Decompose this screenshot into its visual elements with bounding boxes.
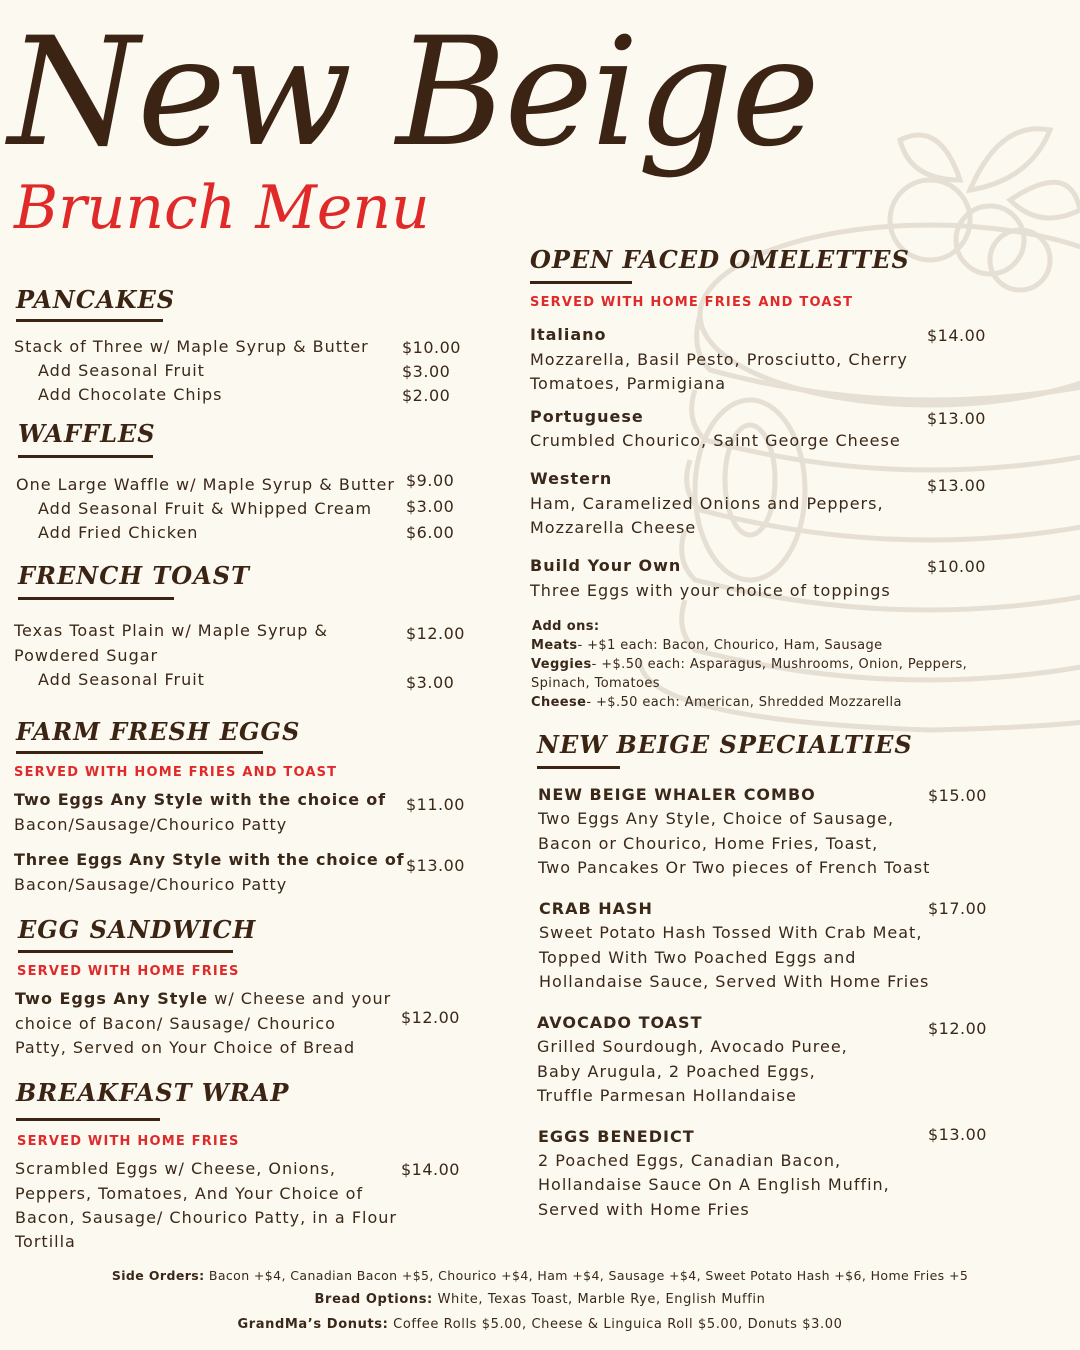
menu-item-name: Two Eggs Any Style with the choice of bbox=[14, 790, 386, 809]
menu-item-desc: w/ Cheese and your bbox=[208, 989, 392, 1008]
menu-item-desc: Two Pancakes Or Two pieces of French Toast bbox=[538, 858, 931, 877]
menu-item: Stack of Three w/ Maple Syrup & Butter bbox=[14, 337, 369, 356]
section-heading-pancakes: PANCAKES bbox=[16, 285, 176, 314]
section-divider bbox=[16, 319, 163, 322]
menu-item-desc: Baby Arugula, 2 Poached Eggs, bbox=[537, 1062, 816, 1081]
menu-subtitle: Brunch Menu bbox=[14, 173, 430, 243]
menu-price: $10.00 bbox=[402, 338, 461, 357]
menu-item-name: Build Your Own bbox=[530, 556, 682, 575]
menu-item-desc: choice of Bacon/ Sausage/ Chourico bbox=[15, 1014, 336, 1033]
menu-price: $13.00 bbox=[927, 409, 986, 428]
menu-item-desc: Three Eggs with your choice of toppings bbox=[530, 581, 891, 600]
menu-item-desc: Two Eggs Any Style, Choice of Sausage, bbox=[538, 809, 895, 828]
menu-item-name: NEW BEIGE WHALER COMBO bbox=[538, 785, 816, 804]
menu-item-desc: Bacon, Sausage/ Chourico Patty, in a Flour bbox=[15, 1208, 397, 1227]
menu-price: $12.00 bbox=[406, 624, 465, 643]
served-note: SERVED WITH HOME FRIES bbox=[17, 1134, 240, 1149]
served-note: SERVED WITH HOME FRIES AND TOAST bbox=[14, 765, 338, 780]
section-heading-french-toast: FRENCH TOAST bbox=[18, 561, 250, 590]
addons-cheese-label: Cheese bbox=[531, 695, 587, 710]
menu-price: $13.00 bbox=[927, 476, 986, 495]
section-heading-waffles: WAFFLES bbox=[18, 419, 156, 448]
section-divider bbox=[16, 751, 263, 754]
footer-label: GrandMa’s Donuts: bbox=[237, 1317, 389, 1332]
menu-item-desc: Hollandaise Sauce, Served With Home Fries bbox=[539, 972, 930, 991]
addons-meats-label: Meats bbox=[531, 638, 578, 653]
menu-item-desc: Bacon/Sausage/Chourico Patty bbox=[14, 875, 288, 894]
menu-item-desc: Mozzarella, Basil Pesto, Prosciutto, Cherry bbox=[530, 350, 908, 369]
menu-price: $15.00 bbox=[928, 786, 987, 805]
menu-price: $2.00 bbox=[402, 386, 451, 405]
menu-item-desc: Sweet Potato Hash Tossed With Crab Meat, bbox=[539, 923, 923, 942]
menu-item: Texas Toast Plain w/ Maple Syrup & bbox=[14, 621, 328, 640]
menu-item-name: Portuguese bbox=[530, 407, 644, 426]
menu-item: One Large Waffle w/ Maple Syrup & Butter bbox=[16, 475, 395, 494]
menu-item bbox=[15, 987, 391, 1011]
footer-side-orders bbox=[0, 1268, 1080, 1283]
menu-price: $14.00 bbox=[401, 1160, 460, 1179]
menu-item: Add Fried Chicken bbox=[38, 523, 199, 542]
menu-item-desc: Peppers, Tomatoes, And Your Choice of bbox=[15, 1184, 364, 1203]
footer-label: Bread Options: bbox=[314, 1292, 433, 1307]
section-heading-omelettes: OPEN FACED OMELETTES bbox=[530, 245, 910, 274]
section-divider bbox=[530, 281, 632, 284]
section-heading-egg-sandwich: EGG SANDWICH bbox=[18, 915, 257, 944]
addons-cheese bbox=[531, 693, 902, 712]
menu-item-desc: Patty, Served on Your Choice of Bread bbox=[15, 1038, 356, 1057]
menu-price: $13.00 bbox=[928, 1125, 987, 1144]
menu-price: $10.00 bbox=[927, 557, 986, 576]
served-note: SERVED WITH HOME FRIES AND TOAST bbox=[530, 295, 854, 310]
section-divider bbox=[537, 766, 620, 769]
menu-item-desc: Bacon or Chourico, Home Fries, Toast, bbox=[538, 834, 879, 853]
section-divider bbox=[18, 950, 233, 953]
addons-veggies-cont: Spinach, Tomatoes bbox=[531, 676, 660, 691]
section-heading-farm-fresh-eggs: FARM FRESH EGGS bbox=[16, 717, 301, 746]
footer-text: Bacon +$4, Canadian Bacon +$5, Chourico +$4, Ham +$4, Sausage +$4, Sweet Potato Hash +$6, Home Fries +5 bbox=[204, 1268, 969, 1283]
menu-price: $17.00 bbox=[928, 899, 987, 918]
section-divider bbox=[18, 597, 174, 600]
addons-cheese-text: - +$.50 each: American, Shredded Mozzarella bbox=[586, 695, 902, 710]
menu-item-name: Two Eggs Any Style bbox=[15, 989, 209, 1008]
menu-item: Add Chocolate Chips bbox=[38, 385, 223, 404]
menu-item: Add Seasonal Fruit bbox=[38, 361, 205, 380]
menu-price: $6.00 bbox=[406, 523, 455, 542]
menu-item-name: Western bbox=[530, 469, 613, 488]
addons-veggies-label: Veggies bbox=[531, 657, 592, 672]
menu-item-desc: 2 Poached Eggs, Canadian Bacon, bbox=[538, 1151, 842, 1170]
menu-item-desc: Tortilla bbox=[15, 1232, 76, 1251]
menu-item-desc: Scrambled Eggs w/ Cheese, Onions, bbox=[15, 1159, 336, 1178]
footer-text: Coffee Rolls $5.00, Cheese & Linguica Roll $5.00, Donuts $3.00 bbox=[388, 1317, 843, 1332]
section-divider bbox=[16, 1118, 160, 1121]
addons-veggies-text: - +$.50 each: Asparagus, Mushrooms, Onion, Peppers, bbox=[591, 657, 968, 672]
section-divider bbox=[18, 455, 153, 458]
footer-donuts bbox=[0, 1317, 1080, 1332]
addons-veggies bbox=[531, 655, 967, 674]
menu-price: $9.00 bbox=[406, 471, 455, 490]
menu-price: $3.00 bbox=[406, 497, 455, 516]
menu-item-desc: Crumbled Chourico, Saint George Cheese bbox=[530, 431, 901, 450]
menu-price: $3.00 bbox=[406, 673, 455, 692]
menu-price: $13.00 bbox=[406, 856, 465, 875]
served-note: SERVED WITH HOME FRIES bbox=[17, 964, 240, 979]
menu-item-name: Italiano bbox=[530, 325, 607, 344]
footer-label: Side Orders: bbox=[111, 1268, 205, 1283]
menu-item: Powdered Sugar bbox=[14, 646, 159, 665]
menu-item-desc: Ham, Caramelized Onions and Peppers, bbox=[530, 494, 884, 513]
menu-title: New Beige bbox=[8, 6, 818, 180]
menu-item-name: CRAB HASH bbox=[539, 899, 653, 918]
menu-item-desc: Grilled Sourdough, Avocado Puree, bbox=[537, 1037, 848, 1056]
menu-item-desc: Topped With Two Poached Eggs and bbox=[539, 948, 857, 967]
menu-item-desc: Tomatoes, Parmigiana bbox=[530, 374, 727, 393]
menu-item-name: AVOCADO TOAST bbox=[537, 1013, 703, 1032]
menu-item-name: Three Eggs Any Style with the choice of bbox=[14, 850, 405, 869]
menu-item: Add Seasonal Fruit bbox=[38, 670, 205, 689]
footer-text: White, Texas Toast, Marble Rye, English Muffin bbox=[432, 1292, 766, 1307]
menu-price: $14.00 bbox=[927, 326, 986, 345]
footer-bread-options bbox=[0, 1292, 1080, 1307]
addons-meats bbox=[531, 636, 883, 655]
menu-price: $12.00 bbox=[401, 1008, 460, 1027]
menu-price: $11.00 bbox=[406, 795, 465, 814]
addons-meats-text: - +$1 each: Bacon, Chourico, Ham, Sausage bbox=[577, 638, 883, 653]
addons-label: Add ons: bbox=[532, 619, 600, 634]
menu-item-desc: Bacon/Sausage/Chourico Patty bbox=[14, 815, 288, 834]
section-heading-specialties: NEW BEIGE SPECIALTIES bbox=[537, 730, 913, 759]
menu-item-name: EGGS BENEDICT bbox=[538, 1127, 695, 1146]
menu-item: Add Seasonal Fruit & Whipped Cream bbox=[38, 499, 373, 518]
menu-item-desc: Served with Home Fries bbox=[538, 1200, 750, 1219]
menu-item-desc: Mozzarella Cheese bbox=[530, 518, 697, 537]
section-heading-breakfast-wrap: BREAKFAST WRAP bbox=[16, 1078, 290, 1107]
menu-price: $12.00 bbox=[928, 1019, 987, 1038]
menu-price: $3.00 bbox=[402, 362, 451, 381]
menu-item-desc: Hollandaise Sauce On A English Muffin, bbox=[538, 1175, 890, 1194]
menu-item-desc: Truffle Parmesan Hollandaise bbox=[537, 1086, 797, 1105]
